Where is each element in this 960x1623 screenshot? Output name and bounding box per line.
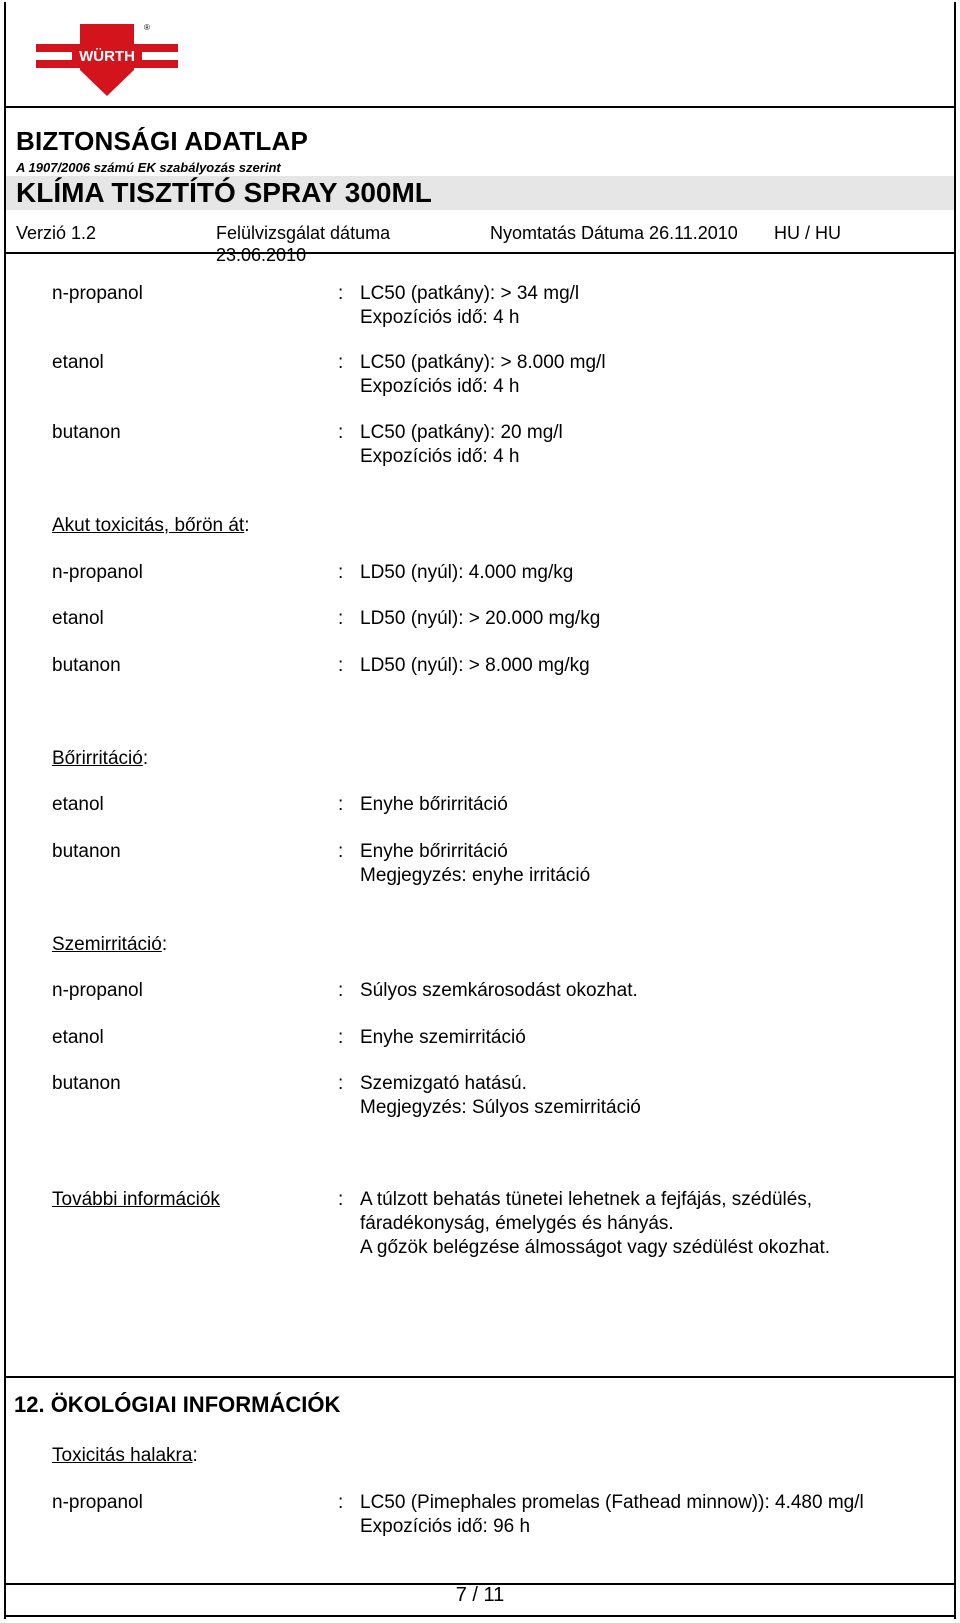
colon: : xyxy=(338,980,344,1001)
section-heading: Toxicitás halakra: xyxy=(52,1445,198,1466)
value-line: Enyhe szemirritáció xyxy=(360,1027,526,1048)
substance-name: etanol xyxy=(52,1027,104,1048)
page-number: 7 / 11 xyxy=(455,1584,505,1606)
value-line: LC50 (patkány): 20 mg/l Expozíciós idő: 4 h xyxy=(360,422,563,467)
substance-name: n-propanol xyxy=(52,562,143,583)
regulation-subtitle: A 1907/2006 számú EK szabályozás szerint xyxy=(16,160,281,175)
further-info-heading: További információk xyxy=(52,1189,220,1210)
document-title: BIZTONSÁGI ADATLAP xyxy=(16,126,308,156)
value-line: LC50 (patkány): > 34 mg/l Expozíciós idő: 4 h xyxy=(360,283,580,328)
logo-text: WÜRTH xyxy=(79,48,135,65)
colon: : xyxy=(338,562,344,583)
svg-text:®: ® xyxy=(144,23,150,32)
value-line: LD50 (nyúl): > 8.000 mg/kg xyxy=(360,655,590,676)
substance-name: n-propanol xyxy=(52,283,143,304)
colon: : xyxy=(338,1027,344,1048)
colon: : xyxy=(338,352,344,373)
value-line: LD50 (nyúl): 4.000 mg/kg xyxy=(360,562,574,583)
language: HU / HU xyxy=(774,223,841,243)
substance-name: butanon xyxy=(52,655,121,676)
version: Verzió 1.2 xyxy=(16,223,97,243)
substance-name: n-propanol xyxy=(52,980,143,1001)
colon: : xyxy=(338,794,344,815)
colon: : xyxy=(338,841,344,862)
section-12-title: 12. ÖKOLÓGIAI INFORMÁCIÓK xyxy=(14,1392,341,1417)
substance-name: butanon xyxy=(52,422,121,443)
colon: : xyxy=(338,608,344,629)
further-info-text: A túlzott behatás tünetei lehetnek a fejfájás, szédülés, fáradékonyság, émelygés és hányás. A gőzök belégzése álmosságot vagy szédülést okozhat. xyxy=(360,1189,831,1258)
substance-name: butanon xyxy=(52,1073,121,1094)
section-heading: Szemirritáció: xyxy=(52,934,168,955)
section-heading: Akut toxicitás, bőrön át: xyxy=(52,515,250,536)
revision-date: Felülvizsgálat dátuma 23.06.2010 xyxy=(216,223,391,265)
substance-name: n-propanol xyxy=(52,1492,143,1513)
value-line: LD50 (nyúl): > 20.000 mg/kg xyxy=(360,608,601,629)
substance-name: etanol xyxy=(52,352,104,373)
substance-name: etanol xyxy=(52,608,104,629)
substance-name: etanol xyxy=(52,794,104,815)
colon: : xyxy=(338,1189,344,1210)
colon: : xyxy=(338,655,344,676)
value-line: Enyhe bőrirritáció Megjegyzés: enyhe irritáció xyxy=(360,841,591,886)
value-line: LC50 (Pimephales promelas (Fathead minnow)): 4.480 mg/l Expozíciós idő: 96 h xyxy=(360,1492,864,1537)
wurth-logo xyxy=(32,20,182,100)
product-name: KLÍMA TISZTÍTÓ SPRAY 300ML xyxy=(6,176,954,210)
value-line: Enyhe bőrirritáció xyxy=(360,794,508,815)
colon: : xyxy=(338,1073,344,1094)
document-page xyxy=(4,2,956,1619)
substance-name: butanon xyxy=(52,841,121,862)
value-line: LC50 (patkány): > 8.000 mg/l Expozíciós idő: 4 h xyxy=(360,352,606,397)
section-heading: Bőrirritáció: xyxy=(52,748,149,769)
print-date: Nyomtatás Dátuma 26.11.2010 xyxy=(490,223,738,243)
value-line: Súlyos szemkárosodást okozhat. xyxy=(360,980,638,1001)
value-line: Szemizgató hatású. Megjegyzés: Súlyos szemirritáció xyxy=(360,1073,641,1118)
colon: : xyxy=(338,422,344,443)
colon: : xyxy=(338,1492,344,1513)
colon: : xyxy=(338,283,344,304)
